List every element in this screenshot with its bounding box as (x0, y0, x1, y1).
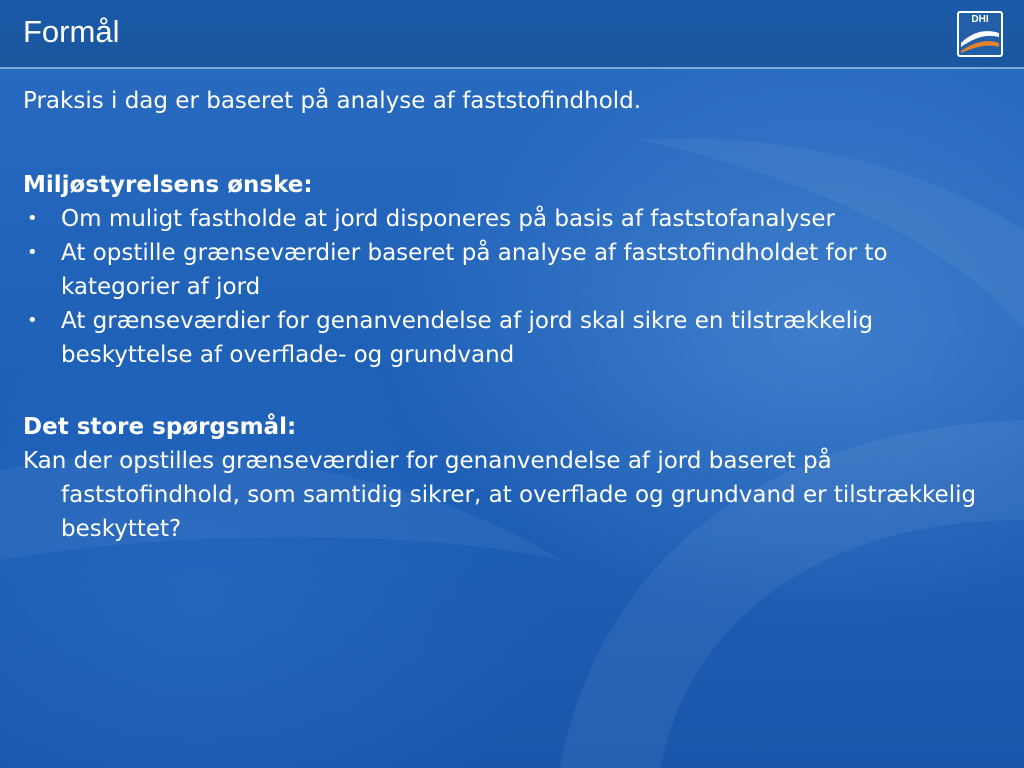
section-heading-question: Det store spørgsmål: (23, 414, 297, 440)
slide-body (23, 84, 1008, 546)
slide-title: Formål (23, 14, 120, 49)
bullet-text: At opstille grænseværdier baseret på analyse af faststofindholdet for to kategorier af jord (61, 240, 888, 300)
logo-text: DHI (971, 14, 989, 25)
title-bar (0, 0, 1024, 67)
bullet-text: At grænseværdier for genanvendelse af jord skal sikre en tilstrækkelig beskyttelse af overflade- og grundvand (61, 308, 873, 368)
logo-wave-icon (959, 13, 1001, 55)
question-text: Kan der opstilles grænseværdier for genanvendelse af jord baseret på faststofindhold, som samtidig sikrer, at overflade og grundvand er tilstrækkelig beskyttet? (23, 448, 977, 542)
title-rule (0, 67, 1024, 69)
section-heading-wish: Miljøstyrelsens ønske: (23, 172, 313, 198)
bullet-icon: • (27, 310, 38, 331)
list-item (23, 202, 1008, 236)
list-item (23, 304, 1008, 372)
bullet-list (23, 202, 1008, 372)
list-item (23, 236, 1008, 304)
bullet-icon: • (27, 242, 38, 263)
dhi-logo (957, 11, 1003, 57)
intro-text: Praksis i dag er baseret på analyse af faststofindhold. (23, 88, 642, 114)
bullet-icon: • (27, 208, 38, 229)
bullet-text: Om muligt fastholde at jord disponeres på basis af faststofanalyser (61, 206, 836, 232)
